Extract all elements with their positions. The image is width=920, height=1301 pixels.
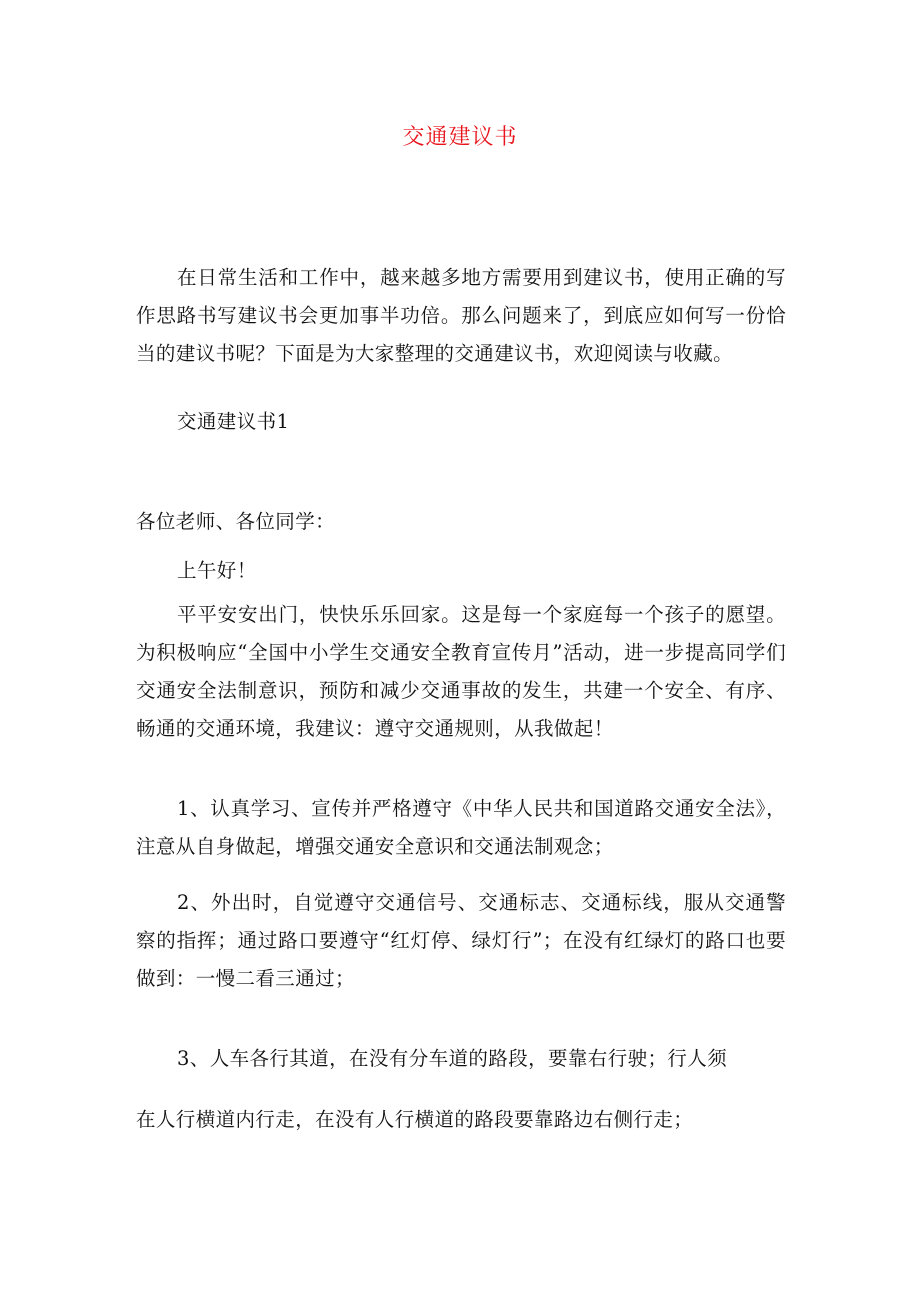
list-item-1: 1、认真学习、宣传并严格遵守《中华人民共和国道路交通安全法》，注意从自身做起，增强交通安全意识和交通法制观念； [136,797,786,858]
section-heading: 交通建议书1 [177,410,290,433]
body-paragraph: 平平安安出门，快快乐乐回家。这是每一个家庭每一个孩子的愿望。为积极响应“全国中小学生交通安全教育宣传月”活动，进一步提高同学们交通安全法制意识，预防和减少交通事故的发生，共建一个安全、有序、畅通的交通环境，我建议：遵守交通规则，从我做起！ [136,603,786,740]
document-title: 交通建议书 [402,125,518,150]
list-item-2: 2、外出时，自觉遵守交通信号、交通标志、交通标线，服从交通警察的指挥；通过路口要遵守“红灯停、绿灯行”；在没有红绿灯的路口也要做到：一慢二看三通过； [136,891,786,990]
greeting: 上午好！ [177,559,257,582]
salutation: 各位老师、各位同学： [136,510,336,533]
intro-paragraph: 在日常生活和工作中，越来越多地方需要用到建议书，使用正确的写作思路书写建议书会更加事半功倍。那么问题来了，到底应如何写一份恰当的建议书呢？下面是为大家整理的交通建议书，欢迎阅读与收藏。 [136,266,786,365]
list-item-3-line-2: 在人行横道内行走，在没有人行横道的路段要靠路边右侧行走； [136,1108,694,1131]
list-item-3-line-1: 3、人车各行其道，在没有分车道的路段，要靠右行驶；行人须 [177,1047,728,1070]
